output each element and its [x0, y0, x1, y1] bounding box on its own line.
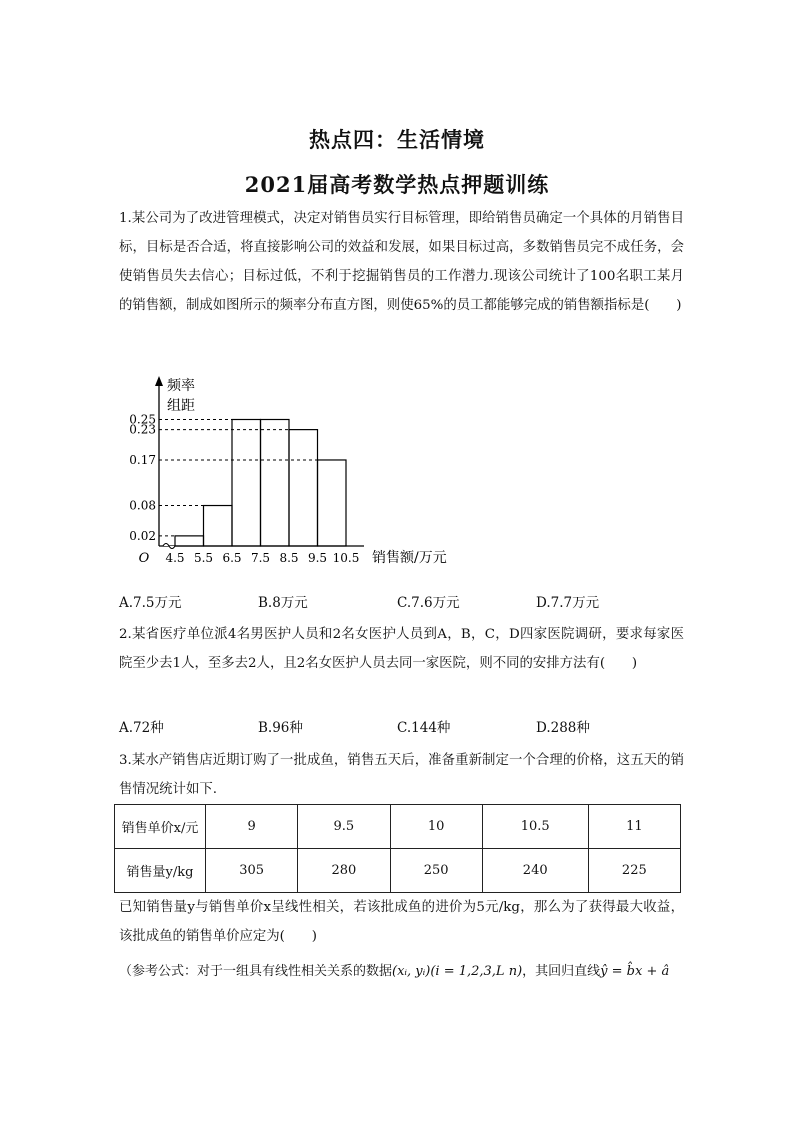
- q1-option-c[interactable]: C.7.6万元: [397, 595, 460, 611]
- x-tick-label: 8.5: [279, 551, 299, 565]
- reference-formula: [119, 960, 699, 979]
- page-title: 热点四：生活情境: [309, 127, 485, 152]
- q1-option-a[interactable]: A.7.5万元: [119, 595, 182, 611]
- x-tick-label: 5.5: [193, 551, 214, 565]
- y-axis-arrow: [155, 376, 163, 386]
- table-cell: 9: [206, 805, 298, 849]
- axis-break-mark: [163, 544, 175, 549]
- x-tick-label: 10.5: [332, 551, 360, 565]
- y-tick-label: 0.08: [129, 498, 156, 513]
- y-tick-label: 0.02: [129, 528, 156, 543]
- formula-mid: ，其回归直线: [522, 964, 601, 979]
- table-row-header: 销售单价x/元: [115, 805, 206, 849]
- y-tick-label: 0.23: [129, 422, 156, 437]
- table-row: [115, 805, 681, 849]
- histogram-bar: [175, 536, 204, 546]
- y-tick-label: 0.17: [129, 452, 156, 467]
- question-2-text: 2.某省医疗单位派4名男医护人员和2名女医护人员到A，B，C，D四家医院调研，要求每家医院至少去1人，至多去2人，且2名女医护人员去同一家医院，则不同的安排方法有( ): [119, 627, 684, 671]
- x-tick-label: 9.5: [307, 551, 328, 565]
- table-cell: 280: [298, 849, 390, 893]
- question-1-text: 1.某公司为了改进管理模式，决定对销售员实行目标管理，即给销售员确定一个具体的月销售目标，目标是否合适，将直接影响公司的效益和发展，如果目标过高，多数销售员完不成任务，会使销售员失去信心；目标过低，不利于挖掘销售员的工作潜力.现该公司统计了100名职工某月的销售额，制成如图所示的频率分布直方图，则使65%的员工都能够完成的销售额指标是( ): [119, 211, 684, 313]
- table-cell: 9.5: [298, 805, 390, 849]
- histogram-chart: [115, 368, 475, 578]
- table-cell: 240: [482, 849, 588, 893]
- table-cell: 305: [206, 849, 298, 893]
- formula-data-tuple: (xᵢ, yᵢ)(i = 1,2,3,L n): [392, 964, 523, 979]
- histogram-bar: [318, 460, 347, 546]
- y-axis-label-bottom: 组距: [167, 398, 195, 414]
- question-2-options: [119, 716, 684, 738]
- histogram-bar: [289, 430, 318, 546]
- table-row-header: 销售量y/kg: [115, 849, 206, 893]
- question-1-options: [119, 591, 684, 613]
- table-cell: 225: [588, 849, 680, 893]
- sales-table: [114, 804, 681, 893]
- page-subtitle: 2021届高考数学热点押题训练: [244, 172, 550, 197]
- x-tick-label: 6.5: [222, 551, 242, 565]
- q1-option-b[interactable]: B.8万元: [258, 595, 308, 611]
- histogram-bar: [261, 420, 290, 547]
- q1-option-d[interactable]: D.7.7万元: [536, 595, 600, 611]
- q2-option-d[interactable]: D.288种: [536, 720, 590, 736]
- table-row: [115, 849, 681, 893]
- question-3-text: 3.某水产销售店近期订购了一批成鱼，销售五天后，准备重新制定一个合理的价格，这五天的销售情况统计如下.: [119, 753, 684, 797]
- y-tick-label: 0.25: [129, 412, 156, 427]
- histogram-bar: [232, 420, 261, 547]
- q2-option-c[interactable]: C.144种: [397, 720, 451, 736]
- table-cell: 10: [390, 805, 482, 849]
- formula-prefix: （参考公式：对于一组具有线性相关关系的数据: [119, 964, 393, 979]
- histogram-bar: [204, 506, 233, 546]
- x-tick-label: 7.5: [250, 551, 271, 565]
- question-3-text-2: 已知销售量y与销售单价x呈线性相关，若该批成鱼的进价为5元/kg，那么为了获得最大收益，该批成鱼的销售单价应定为( ): [119, 900, 684, 944]
- table-cell: 10.5: [482, 805, 588, 849]
- origin-label: O: [138, 551, 150, 566]
- regression-line-formula: ŷ = b̂x + â: [600, 964, 670, 979]
- q2-option-a[interactable]: A.72种: [119, 720, 164, 736]
- x-tick-label: 4.5: [165, 551, 185, 565]
- table-cell: 11: [588, 805, 680, 849]
- table-cell: 250: [390, 849, 482, 893]
- q2-option-b[interactable]: B.96种: [258, 720, 303, 736]
- y-axis-label-top: 频率: [167, 378, 195, 394]
- x-axis-label: 销售额/万元: [372, 550, 447, 566]
